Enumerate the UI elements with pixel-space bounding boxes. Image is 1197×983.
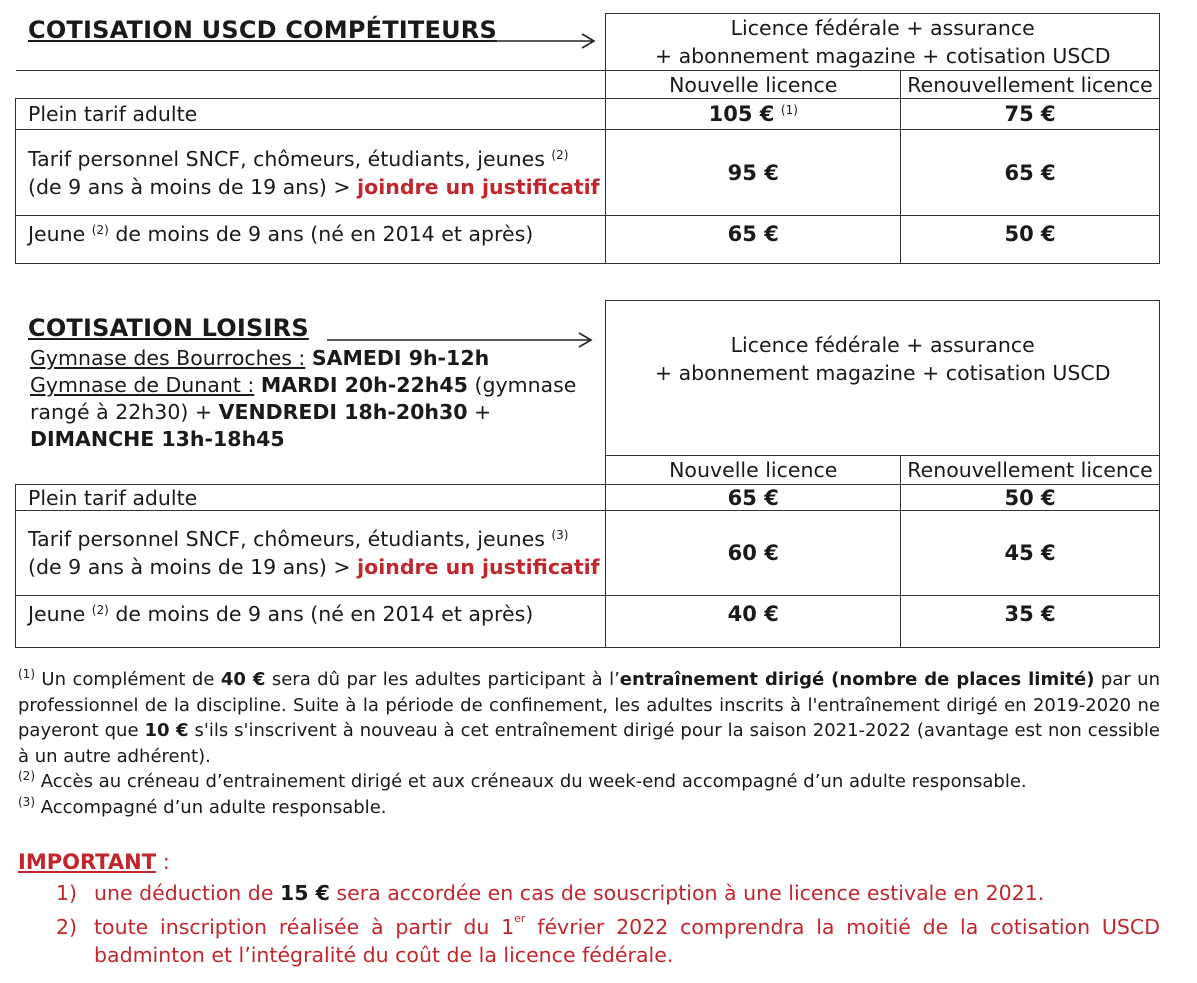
list-item: 2) toute inscription réalisée à partir du 1er février 2022 comprendra la moitié de la cotisation USCD badminton et l’intégralité du coût de la licence fédérale. bbox=[56, 912, 1160, 967]
table-row bbox=[16, 99, 1160, 130]
col-new-license: Nouvelle licence bbox=[606, 456, 901, 485]
price-renew: 35 € bbox=[901, 596, 1160, 648]
important-heading: IMPORTANT : bbox=[18, 850, 170, 874]
competiteurs-price-table bbox=[15, 13, 1160, 264]
row-label: Jeune bbox=[28, 222, 86, 246]
loisirs-schedule: Gymnase des Bourroches : SAMEDI 9h-12h Gymnase de Dunant : MARDI 20h-22h45 (gymnase rangé à 22h30) + VENDREDI 18h-20h30 + DIMANCHE 13h-18h45 bbox=[30, 346, 577, 451]
price-new: 105 € bbox=[708, 102, 775, 126]
price-new: 65 € bbox=[606, 216, 901, 264]
table-row: Jeune $^{(2)}$ de moins de 9 ans (né en 2014 et après) 65 € 50 € bbox=[16, 216, 1160, 264]
loisirs-price-table bbox=[15, 300, 1160, 648]
price-renew: 65 € bbox=[901, 130, 1160, 216]
col-renew-license: Renouvellement licence bbox=[901, 456, 1160, 485]
col-new-license: Nouvelle licence bbox=[606, 71, 901, 99]
price-new: 95 € bbox=[606, 130, 901, 216]
table-row: Jeune $^{(2)}$ de moins de 9 ans (né en 2014 et après) 40 € 35 € bbox=[16, 596, 1160, 648]
price-new: 40 € bbox=[606, 596, 901, 648]
price-new: 60 € bbox=[606, 511, 901, 596]
price-renew: 50 € bbox=[901, 485, 1160, 511]
row-label: Tarif personnel SNCF, chômeurs, étudiants, jeunes bbox=[28, 527, 545, 551]
row-label: Plein tarif adulte bbox=[16, 99, 606, 130]
list-item: 1) une déduction de 15 € sera accordée en cas de souscription à une licence estivale en 2021. bbox=[56, 881, 1045, 905]
important-list bbox=[56, 879, 1160, 975]
note-ref: (1) bbox=[780, 103, 798, 117]
row-label: Tarif personnel SNCF, chômeurs, étudiants, jeunes bbox=[28, 146, 545, 171]
table-row: Tarif personnel SNCF, chômeurs, étudiants, jeunes $^{(2)}$ (de 9 ans à moins de 19 ans) > joindre un justificatif 95 € 65 € bbox=[16, 130, 1160, 216]
footnote-3: $^{(3)}$ Accompagné d’un adulte responsable. bbox=[18, 794, 387, 818]
row-label: Plein tarif adulte bbox=[16, 485, 606, 511]
competiteurs-title: COTISATION USCD COMPÉTITEURS bbox=[28, 16, 497, 44]
price-renew: 75 € bbox=[901, 99, 1160, 130]
col-renew-license: Renouvellement licence bbox=[901, 71, 1160, 99]
table-row bbox=[16, 485, 1160, 511]
price-renew: 50 € bbox=[901, 216, 1160, 264]
justificatif-note: joindre un justificatif bbox=[357, 174, 600, 199]
price-renew: 45 € bbox=[901, 511, 1160, 596]
loisirs-title: COTISATION LOISIRS bbox=[28, 314, 309, 342]
footnote-1: $^{(1)}$ Un complément de 40 € sera dû par les adultes participant à l’entraînement dirigé (nombre de places limité) par un professionnel de la discipline. Suite à la période de confinement, les adultes inscrits à l'entraînement dirigé en 2019-2020 ne payeront que 10 € s'ils s'inscrivent à nouveau à cet entraînement dirigé pour la saison 2021-2022 (avantage est non cessible à un autre adhérent). bbox=[18, 667, 1160, 767]
loisirs-header: Licence fédérale + assurance + abonnement magazine + cotisation USCD bbox=[606, 301, 1160, 456]
justificatif-note: joindre un justificatif bbox=[357, 555, 600, 579]
table-row: Tarif personnel SNCF, chômeurs, étudiants, jeunes $^{(3)}$ (de 9 ans à moins de 19 ans) > joindre un justificatif 60 € 45 € bbox=[16, 511, 1160, 596]
price-new: 65 € bbox=[606, 485, 901, 511]
footnote-2: $^{(2)}$ Accès au créneau d’entrainement dirigé et aux créneaux du week-end accompagné d’un adulte responsable. bbox=[18, 769, 1027, 792]
footnotes bbox=[18, 667, 1160, 820]
competiteurs-header: Licence fédérale + assurance + abonnement magazine + cotisation USCD bbox=[606, 14, 1160, 71]
row-label: Jeune bbox=[28, 602, 86, 626]
